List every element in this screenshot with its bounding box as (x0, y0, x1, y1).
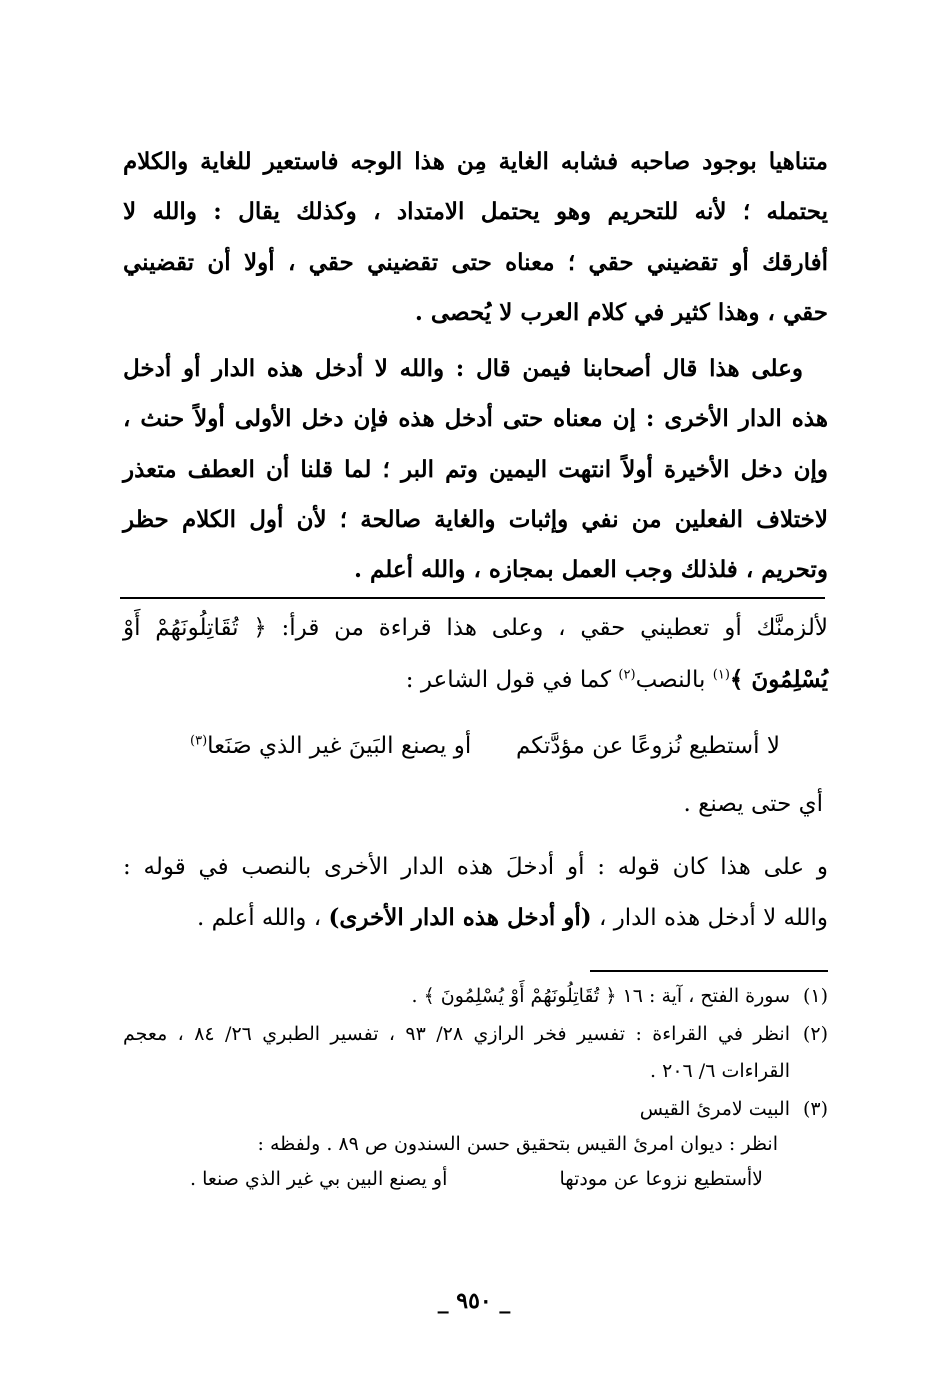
footnote-text: سورة الفتح ، آية : ١٦ ﴿ تُقَاتِلُونَهُمْ أَوْ يُسْلِمُونَ ﴾ . (411, 985, 790, 1007)
footnote-number: (٢) (802, 1023, 828, 1045)
quoted-oath: (أو أدخل هذه الدار الأخرى) (328, 904, 592, 931)
commentary-text: بالنصب (635, 667, 706, 693)
main-text-line: هذه الدار الأخرى : إن معناه حتى أدخل هذه فإن دخل الأولى أولاً حنث ، (123, 405, 828, 432)
footnote-text: انظر في القراءة : تفسير فخر الرازي ٢٨/ ٩٣ ، تفسير الطبري ٢٦/ ٨٤ ، معجم (123, 1023, 790, 1045)
main-text-line: أفارقك أو تقضيني حقي ؛ معناه حتى تقضيني حقي ، أولا أن تقضيني (123, 249, 828, 276)
footnote-continuation: القراءات ٦/ ٢٠٦ . (650, 1060, 790, 1082)
footnote-number: (١) (802, 985, 828, 1007)
commentary-line (123, 666, 828, 693)
verse-text: أو يصنع البَينَ غير الذي صَنَعا (207, 733, 472, 759)
footnote-verse-second: أو يصنع البين بي غير الذي صنعا . (190, 1168, 448, 1190)
main-text-line: متناهيا بوجود صاحبه فشابه الغاية مِن هذا الوجه فاستعير للغاية والكلام (123, 148, 828, 175)
footnote-mark: (١) (712, 667, 730, 683)
commentary-text: والله لا أدخل هذه الدار ، (598, 905, 828, 931)
commentary-line: أي حتى يصنع . (683, 791, 823, 817)
section-divider (120, 597, 825, 599)
main-text-line: حقي ، وهذا كثير في كلام العرب لا يُحصى . (414, 299, 828, 326)
page-number: _ ٩٥٠ _ (437, 1288, 511, 1314)
main-text-line: وإن دخل الأخيرة أولاً انتهت اليمين وتم البر ؛ لما قلنا أن العطف متعذر (123, 456, 828, 483)
main-text-line: يحتمله ؛ لأنه للتحريم وهو يحتمل الامتداد ، وكذلك يقال : والله لا (123, 198, 828, 225)
commentary-line (123, 904, 828, 931)
footnote-continuation: انظر : ديوان امرئ القيس بتحقيق حسن السندون ص ٨٩ . ولفظه : (257, 1133, 778, 1155)
quran-quote: يُسْلِمُونَ ﴾ (729, 666, 828, 693)
footnote (123, 1098, 828, 1120)
footnote-text: البيت لامرئ القيس (639, 1098, 790, 1120)
footnote (123, 1023, 828, 1045)
commentary-text: ، والله أعلم . (196, 905, 322, 931)
footnote-mark: (٣) (190, 733, 208, 749)
main-text-line: لاختلاف الفعلين من نفي وإثبات والغاية صالحة ؛ لأن أول الكلام حظر (123, 506, 828, 533)
commentary-text: كما في قول الشاعر : (405, 667, 612, 693)
commentary-line: لألزمنَّك أو تعطيني حقي ، وعلى هذا قراءة من قرأ: ﴿ تُقَاتِلُونَهُمْ أَوْ (123, 615, 828, 641)
verse-second-hemistich (190, 733, 471, 759)
main-text-line: وتحريم ، فلذلك وجب العمل بمجازه ، والله أعلم . (353, 556, 828, 583)
footnote-number: (٣) (802, 1098, 828, 1120)
main-text-line: وعلى هذا قال أصحابنا فيمن قال : والله لا أدخل هذه الدار أو أدخل (123, 355, 803, 382)
footnote-verse-first: لاأستطيع نزوعا عن مودتها (559, 1168, 763, 1190)
commentary-line: و على هذا كان قوله : أو أدخلَ هذه الدار الأخرى بالنصب في قوله : (123, 854, 828, 880)
verse-first-hemistich: لا أستطيع نُزوعًا عن مؤدَّتكم (515, 733, 780, 759)
footnote (123, 985, 828, 1007)
footnote-divider (590, 970, 828, 972)
footnote-mark: (٢) (618, 667, 636, 683)
